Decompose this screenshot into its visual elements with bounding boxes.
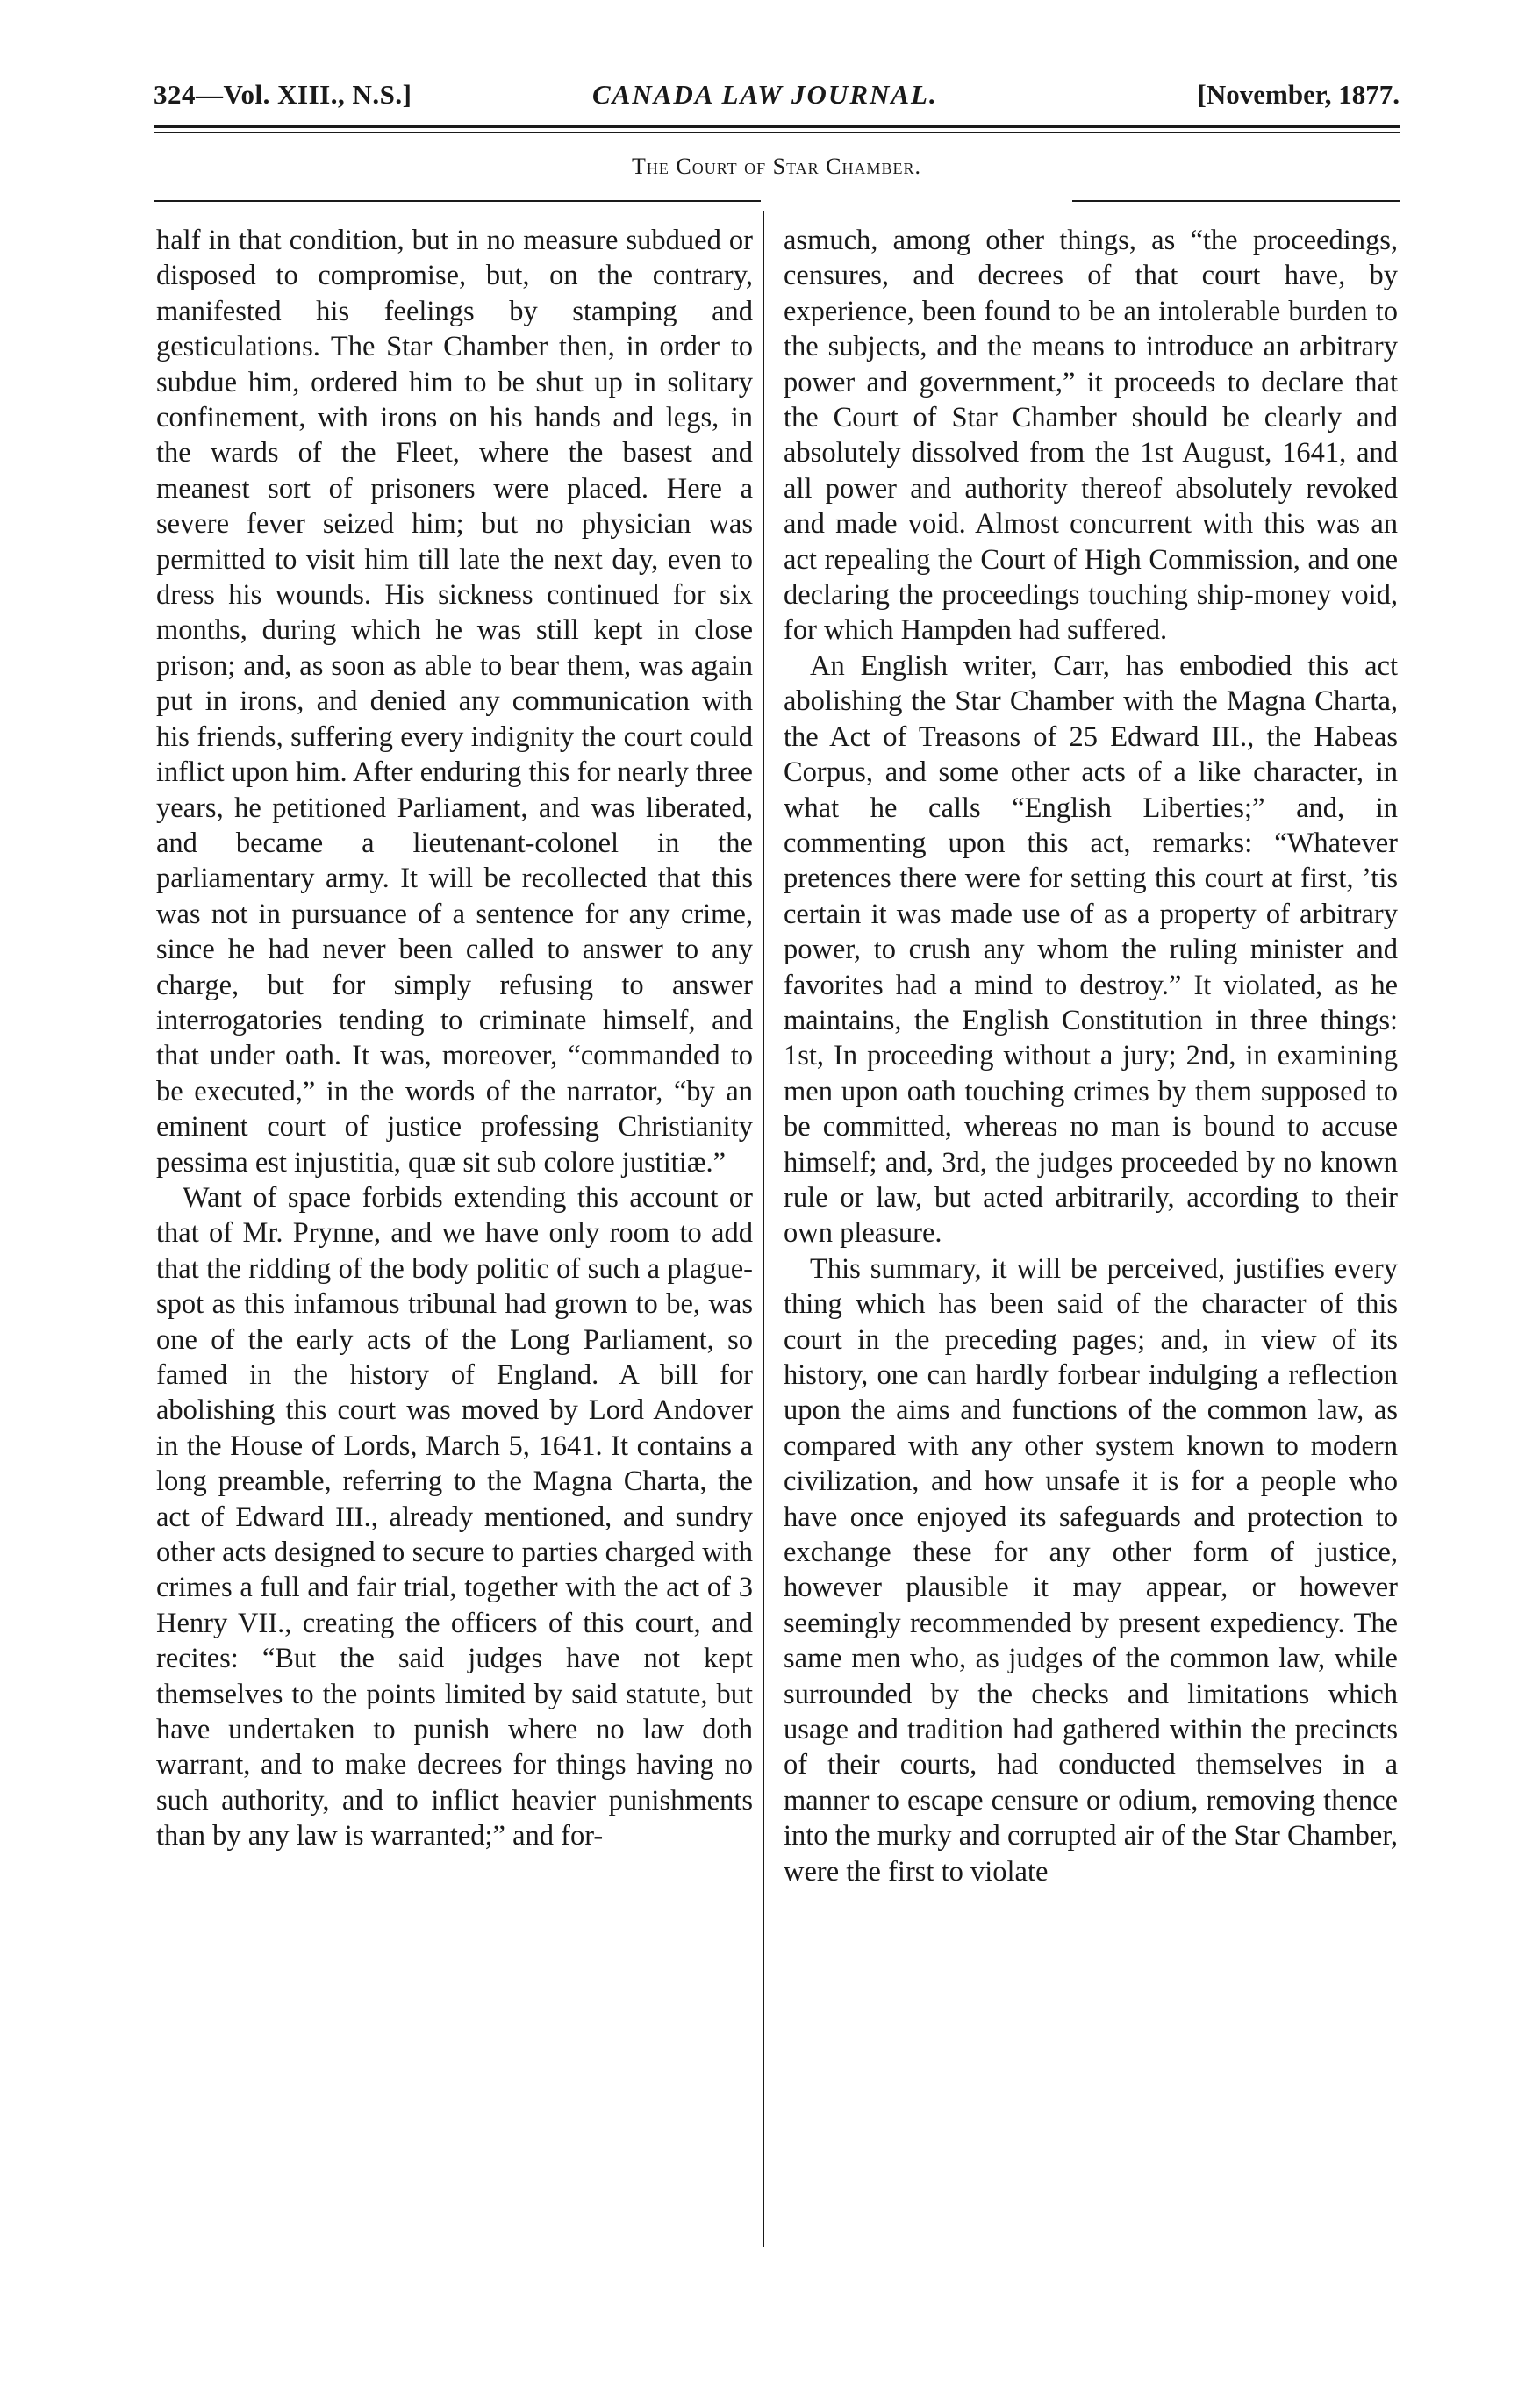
left-paragraph-1: half in that condition, but in no measure subdued or disposed to compromise, but, on the contrary, manifested his feelings by stamping and gesticulations. The Star Chamber then, in order to subdue him, ordered him to be shut up in solitary confinement, with irons on his hands and legs, in the wards of the Fleet, where the basest and meanest sort of prisoners were placed. Here a severe fever seized him; but no physician was permitted to visit him till late the next day, even to dress his wounds. His sickness continued for six months, during which he was still kept in close prison; and, as soon as able to bear them, was again put in irons, and denied any communication with his friends, suffering every indignity the court could inflict upon him. After enduring this for nearly three years, he petitioned Parliament, and was liberated, and became a lieutenant-colonel in the parliamentary army. It will be recollected that this was not in pursuance of a sentence for any crime, since he had never been called to answer to any charge, but for simply refusing to answer interrogatories tending to criminate himself, and that under oath. It was, moreover, “commanded to be executed,” in the words of the narrator, “by an eminent court of justice professing Christianity pessima est injustitia, quæ sit sub colore justitiæ.”	[156, 225, 753, 1179]
running-head	[154, 72, 1400, 116]
title-rule-right	[1072, 200, 1400, 202]
page-volume-label: 324—Vol. XIII., N.S.]	[154, 79, 412, 110]
issue-date: [November, 1877.	[1197, 79, 1400, 110]
article-title: The Court of Star Chamber.	[631, 154, 921, 179]
title-rule-left	[154, 200, 761, 202]
column-divider	[763, 211, 764, 2247]
right-paragraph-2: An English writer, Carr, has embodied this act abolishing the Star Chamber with the Magna Charta, the Act of Treasons of 25 Edward III., the Habeas Corpus, and some other acts of a like character, in what he calls “English Liberties;” and, in commenting upon this act, remarks: “Whatever pretences there were for setting this court at first, ’tis certain it was made use of as a property of arbitrary power, to crush any whom the ruling minister and favorites had a mind to destroy.” It violated, as he maintains, the English Constitution in three things: 1st, In proceeding without a jury; 2nd, in examining men upon oath touching crimes by them supposed to be committed, whereas no man is bound to accuse himself; and, 3rd, the judges proceeded by no known rule or law, but acted arbitrarily, according to their own pleasure.	[784, 649, 1398, 1250]
left-column	[156, 223, 753, 1854]
right-paragraph-1: asmuch, among other things, as “the proceedings, censures, and decrees of that court have, by experience, been found to be an intolerable burden to the subjects, and the means to introduce an arbitrary power and government,” it proceeds to declare that the Court of Star Chamber should be clearly and absolutely dissolved from the 1st August, 1641, and all power and authority thereof absolutely revoked and made void. Almost concurrent with this was an act repealing the Court of High Commission, and one declaring the proceedings touching ship-money void, for which Hampden had suffered.	[784, 225, 1398, 647]
right-column	[784, 223, 1398, 1889]
journal-title: CANADA LAW JOURNAL.	[592, 79, 938, 110]
left-paragraph-2: Want of space forbids extending this account or that of Mr. Prynne, and we have only room to add that the ridding of the body politic of such a plague-spot as this infamous tribunal had grown to be, was one of the early acts of the Long Parliament, so famed in the history of England. A bill for abolishing this court was moved by Lord Andover in the House of Lords, March 5, 1641. It contains a long preamble, referring to the Magna Charta, the act of Edward III., already mentioned, and sundry other acts designed to secure to parties charged with crimes a full and fair trial, together with the act of 3 Henry VII., creating the officers of this court, and recites: “But the said judges have not kept themselves to the points limited by said statute, but have undertaken to punish where no law doth warrant, and to make decrees for things having no such authority, and to inflict heavier punishments than by any law is warranted;” and for-	[156, 1181, 753, 1853]
header-double-rule	[154, 125, 1400, 133]
right-paragraph-3: This summary, it will be perceived, justifies every thing which has been said of the character of this court in the preceding pages; and, in view of its history, one can hardly forbear indulging a reflection upon the aims and functions of the common law, as compared with any other system known to modern civilization, and how unsafe it is for a people who have once enjoyed its safeguards and protection to exchange these for any other form of justice, however plausible it may appear, or however seemingly recommended by present expediency. The same men who, as judges of the common law, while surrounded by the checks and limitations which usage and tradition had gathered within the precincts of their courts, had conducted themselves in a manner to escape censure or odium, removing thence into the murky and corrupted air of the Star Chamber, were the first to violate	[784, 1252, 1398, 1888]
